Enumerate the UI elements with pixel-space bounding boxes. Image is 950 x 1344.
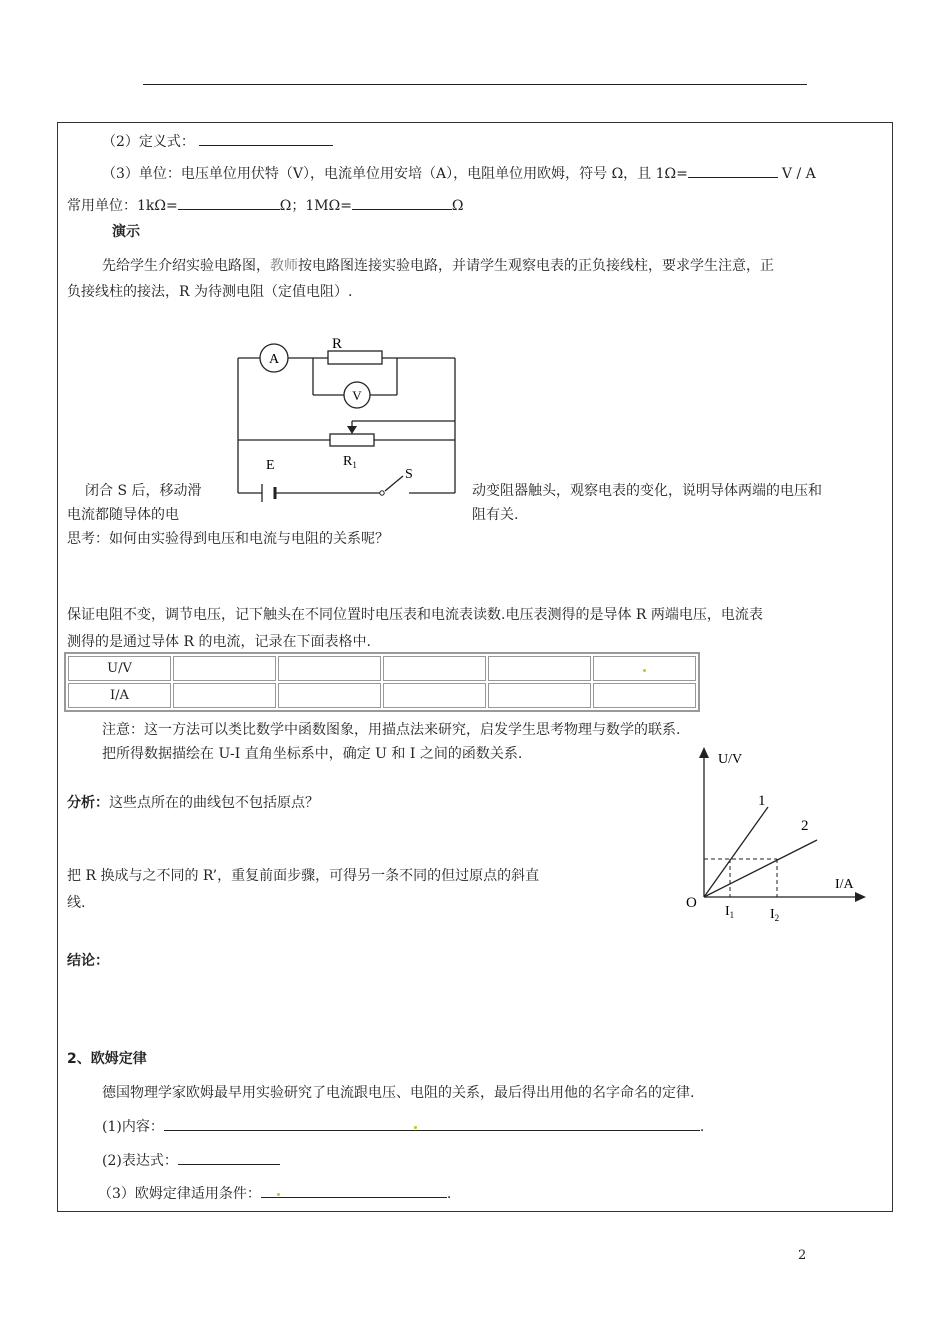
mohm-blank xyxy=(352,195,452,210)
table-row xyxy=(68,683,696,708)
rheostat-label: $R_1$ xyxy=(343,454,357,470)
stray-dot xyxy=(277,1193,280,1196)
kohm-blank xyxy=(178,195,280,210)
ui-graph xyxy=(680,745,870,925)
table-row xyxy=(68,656,696,681)
table-cell[interactable] xyxy=(173,656,276,681)
table-cell[interactable] xyxy=(383,656,486,681)
measurement-table xyxy=(64,652,700,712)
demo-intro-line1 xyxy=(102,255,774,275)
analysis-text: 这些点所在的曲线包不包括原点？ xyxy=(109,795,319,811)
ohm-content-line xyxy=(102,1116,704,1136)
definition-formula-blank xyxy=(199,131,333,146)
ohm-expression-label: (2)表达式： xyxy=(102,1153,178,1169)
observe-right-line1: 动变阻器触头，观察电表的变化，说明导体两端的电压和 xyxy=(472,483,822,499)
circuit-diagram xyxy=(225,330,475,505)
line-1 xyxy=(704,807,768,897)
x-axis-arrow xyxy=(855,892,866,902)
ohm-volt-per-amp-blank xyxy=(688,163,778,178)
row-label-voltage: U/V xyxy=(68,656,171,681)
definition-formula-label: （2）定义式： xyxy=(102,134,195,150)
origin-label: O xyxy=(686,895,697,911)
replace-line2: 线. xyxy=(67,895,86,911)
common-units-suffix: Ω xyxy=(451,198,464,214)
units-text: （3）单位：电压单位用伏特（V），电流单位用安培（A），电阻单位用欧姆，符号 Ω，且 1Ω= xyxy=(102,166,688,182)
procedure-line1: 保证电阻不变，调节电压，记下触头在不同位置时电压表和电流表读数.电压表测得的是导体 R 两端电压，电流表 xyxy=(67,607,763,623)
demo-intro-part2: 按电路图连接实验电路，并请学生观察电表的正负接线柱，要求学生注意，正 xyxy=(298,258,774,274)
table-cell[interactable] xyxy=(278,656,381,681)
stray-dot xyxy=(643,669,646,672)
common-units-line xyxy=(67,195,464,215)
table-cell[interactable] xyxy=(383,683,486,708)
header-rule xyxy=(143,84,807,85)
ohm-content-blank xyxy=(164,1116,700,1131)
ohm-content-end: . xyxy=(699,1119,705,1135)
ohm-condition-end: . xyxy=(446,1186,452,1202)
stray-dot xyxy=(414,1126,417,1129)
ohm-expression-blank xyxy=(178,1150,280,1165)
definition-formula-line xyxy=(102,131,333,151)
analysis-label: 分析： xyxy=(67,795,109,811)
observe-left-line2: 电流都随导体的电 xyxy=(67,507,179,523)
line-2 xyxy=(704,840,817,897)
y-axis-arrow xyxy=(699,747,709,758)
conclusion-label: 结论： xyxy=(67,953,109,969)
battery-label: E xyxy=(266,458,275,473)
think-question: 思考：如何由实验得到电压和电流与电阻的关系呢？ xyxy=(67,531,389,547)
common-units-mid: Ω；1MΩ= xyxy=(279,198,352,214)
demo-intro-line2: 负接线柱的接法，R 为待测电阻（定值电阻）. xyxy=(67,284,353,300)
table-cell[interactable] xyxy=(278,683,381,708)
line-2-label: 2 xyxy=(801,818,809,834)
table-cell[interactable] xyxy=(593,683,696,708)
x-axis-label: I/A xyxy=(835,877,854,892)
y-axis-label: U/V xyxy=(718,752,743,767)
ohm-condition-blank xyxy=(261,1183,447,1198)
resistor-symbol xyxy=(328,351,382,364)
analysis-line xyxy=(67,792,319,812)
ohm-condition-label: （3）欧姆定律适用条件： xyxy=(98,1186,261,1202)
rheostat-slider-arrow xyxy=(347,426,357,434)
row-label-current: I/A xyxy=(68,683,171,708)
rheostat-symbol xyxy=(330,434,374,446)
demo-intro-part1: 先给学生介绍实验电路图， xyxy=(102,258,270,274)
ammeter-label: A xyxy=(268,352,280,367)
common-units-prefix: 常用单位：1kΩ= xyxy=(67,198,178,214)
observe-left-line1: 闭合 S 后，移动滑 xyxy=(85,483,202,499)
demo-intro-teacher: 教师 xyxy=(270,258,298,274)
switch-contact xyxy=(380,491,384,495)
switch-label: S xyxy=(405,467,413,482)
page-number: 2 xyxy=(798,1248,807,1263)
ohm-expression-line xyxy=(102,1150,280,1170)
note-line1: 注意：这一方法可以类比数学中函数图象，用描点法来研究，启发学生思考物理与数学的联系. xyxy=(102,722,681,738)
i2-label: $I_2$ xyxy=(770,907,780,923)
note-line2: 把所得数据描绘在 U-I 直角坐标系中，确定 U 和 I 之间的函数关系. xyxy=(102,746,523,762)
replace-line1: 把 R 换成与之不同的 R’，重复前面步骤，可得另一条不同的但过原点的斜直 xyxy=(67,868,540,884)
units-line xyxy=(102,163,816,183)
observe-right-line2: 阻有关. xyxy=(472,507,519,523)
line-1-label: 1 xyxy=(758,793,766,809)
ohm-content-label: (1)内容： xyxy=(102,1119,164,1135)
table-cell[interactable] xyxy=(593,656,696,681)
table-cell[interactable] xyxy=(488,656,591,681)
resistor-label: R xyxy=(332,336,343,352)
units-v-per-a: V / A xyxy=(781,166,816,182)
demo-heading: 演示 xyxy=(112,224,140,240)
table-cell[interactable] xyxy=(173,683,276,708)
table-cell[interactable] xyxy=(488,683,591,708)
voltmeter-label: V xyxy=(352,388,362,403)
i1-label: $I_1$ xyxy=(725,904,735,920)
ohm-heading: 2、欧姆定律 xyxy=(67,1051,147,1067)
ohm-intro: 德国物理学家欧姆最早用实验研究了电流跟电压、电阻的关系，最后得出用他的名字命名的定律. xyxy=(102,1085,695,1101)
procedure-line2: 测得的是通过导体 R 的电流，记录在下面表格中. xyxy=(67,634,371,650)
ohm-condition-line xyxy=(98,1183,451,1203)
